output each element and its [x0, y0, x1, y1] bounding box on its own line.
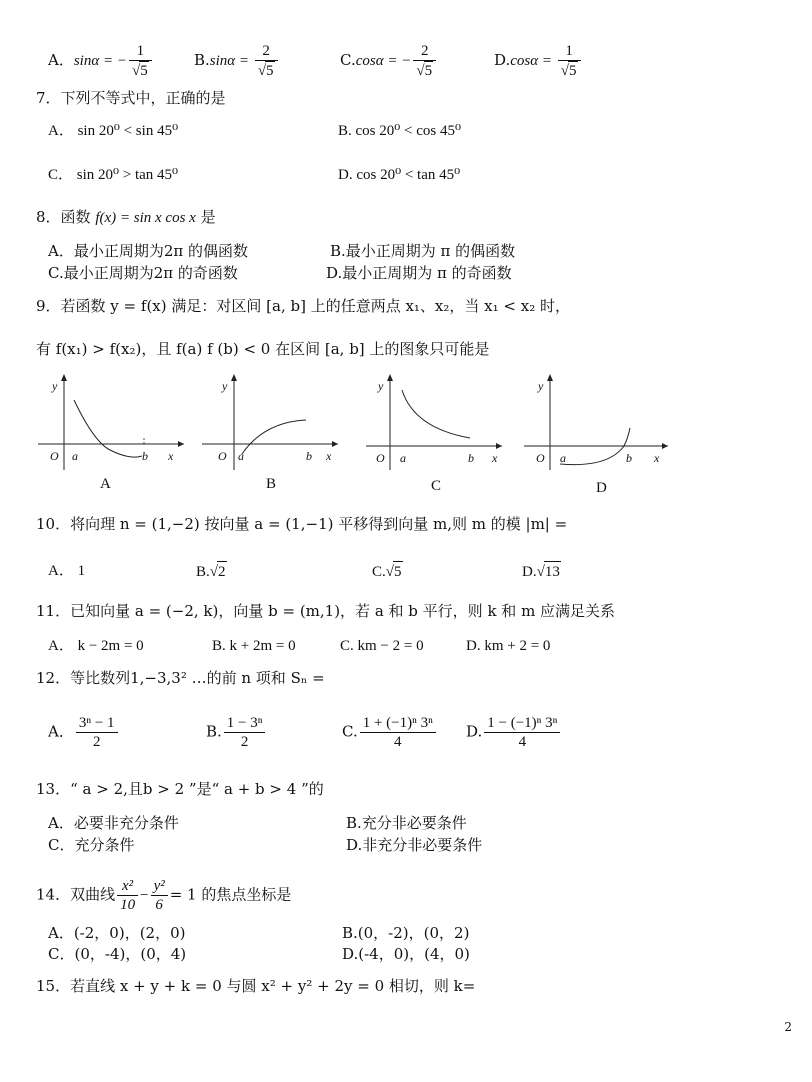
graph-a-caption: A	[100, 476, 111, 492]
page-number: 2	[784, 1020, 792, 1034]
graph-d-a: a	[560, 451, 566, 465]
q14-option-a: A．(-2，0)，(2，0)	[48, 924, 186, 942]
q13-option-c: C．充分条件	[48, 836, 135, 854]
graph-d	[524, 372, 674, 472]
graph-d-origin: O	[536, 451, 545, 465]
q8-option-d: D.最小正周期为 π 的奇函数	[326, 264, 512, 282]
graph-b-b: b	[306, 449, 312, 463]
graph-b-caption: B	[266, 476, 277, 492]
graph-b-x-label: x	[326, 449, 332, 463]
q8-option-a: A．最小正周期为2π 的偶函数	[48, 242, 249, 260]
q7-option-b: B. cos 20⁰ < cos 45⁰	[338, 123, 461, 139]
graph-c-b: b	[468, 451, 474, 465]
graph-a-origin: O	[50, 449, 59, 463]
graph-b-y-label: y	[222, 379, 228, 393]
graph-c-origin: O	[376, 451, 385, 465]
q12-stem: 12．等比数列1,−3,3² …的前 n 项和 Sₙ =	[36, 669, 325, 687]
graph-d-y-label: y	[538, 379, 544, 393]
q6-option-d: D.cosα = $\frac{1}{√5}$	[494, 42, 583, 80]
q7-option-a: A． sin 20⁰ < sin 45⁰	[48, 123, 179, 139]
q8-option-b: B.最小正周期为 π 的偶函数	[330, 242, 516, 260]
q11-stem: 11．已知向量 a = (−2, k)，向量 b = (m,1)，若 a 和 b 平行，则 k 和 m 应满足关系	[36, 602, 616, 620]
q11-option-b: B. k + 2m = 0	[212, 638, 296, 654]
q10-stem: 10．将向理 n = (1,−2) 按向量 a = (1,−1) 平移得到向量 m,则 m 的模 |m| =	[36, 515, 568, 533]
graph-c-caption: C	[431, 478, 442, 494]
graph-b	[202, 372, 342, 472]
q6-option-c: C.cosα = − $\frac{2}{√5}$	[340, 42, 438, 80]
q13-option-d: D.非充分非必要条件	[346, 836, 483, 854]
q10-option-b: B.√2	[196, 561, 227, 582]
q6-option-b: B.sinα = $\frac{2}{√5}$	[194, 42, 280, 80]
q13-option-a: A．必要非充分条件	[48, 814, 179, 832]
q11-option-d: D. km + 2 = 0	[466, 638, 551, 654]
q11-option-c: C. km − 2 = 0	[340, 638, 424, 654]
q9-stem-line1: 9．若函数 y = f(x) 满足：对区间 [a, b] 上的任意两点 x₁、x₂，当 x₁ < x₂ 时，	[36, 297, 570, 315]
graph-c	[366, 372, 506, 472]
q15-stem: 15．若直线 x + y + k = 0 与圆 x² + y² + 2y = 0 相切，则 k=	[36, 977, 476, 995]
q11-option-a: A． k − 2m = 0	[48, 638, 144, 654]
graph-a-y-label: y	[52, 379, 58, 393]
q10-option-d: D.√13	[522, 561, 561, 582]
graph-c-y-label: y	[378, 379, 384, 393]
q7-option-d: D. cos 20⁰ < tan 45⁰	[338, 167, 461, 183]
q13-option-b: B.充分非必要条件	[346, 814, 467, 832]
graph-a-x-label: x	[168, 449, 174, 463]
q12-option-b: B. $\frac{\text{1 − 3ⁿ}}{2}$	[206, 714, 267, 751]
q14-option-d: D.(-4，0)，(4，0)	[342, 945, 470, 963]
q7-stem: 7．下列不等式中，正确的是	[36, 89, 226, 107]
q10-option-a: A． 1	[48, 563, 86, 579]
graph-b-a: a	[238, 449, 244, 463]
q9-stem-line2: 有 f(x₁) > f(x₂)，且 f(a) f (b) < 0 在区间 [a, b] 上的图象只可能是	[36, 340, 490, 358]
q14-stem: 14．双曲线 $\frac{\text{x²}}{10}$ − $\frac{\text{y²}}{6}$ = 1 的焦点坐标是	[36, 878, 292, 913]
q14-option-b: B.(0，-2)，(0，2)	[342, 924, 470, 942]
q14-option-c: C．(0，-4)，(0，4)	[48, 945, 187, 963]
q7-option-c: C． sin 20⁰ > tan 45⁰	[48, 167, 179, 183]
graph-c-a: a	[400, 451, 406, 465]
graph-c-x-label: x	[492, 451, 498, 465]
q13-stem: 13．“ a > 2,且b > 2 ”是“ a + b > 4 ”的	[36, 780, 324, 798]
graph-b-origin: O	[218, 449, 227, 463]
q12-option-a: A． $\frac{\text{3ⁿ − 1}}{2}$	[48, 714, 120, 751]
q8-stem: 8．函数 f(x) = sin x cos x 是	[36, 208, 216, 226]
graph-a-b: b	[142, 449, 148, 463]
graph-d-x-label: x	[654, 451, 660, 465]
q8-option-c: C.最小正周期为2π 的奇函数	[48, 264, 238, 282]
q12-option-c: C. $\frac{\text{1 + (−1)ⁿ 3ⁿ}}{4}$	[342, 714, 438, 751]
graph-d-caption: D	[596, 480, 607, 496]
graph-d-b: b	[626, 451, 632, 465]
q6-option-a: A．sinα = − $\frac{1}{√5}$	[48, 42, 154, 80]
graph-a	[38, 372, 188, 472]
q10-option-c: C.√5	[372, 561, 403, 582]
graph-a-a: a	[72, 449, 78, 463]
q12-option-d: D. $\frac{\text{1 − (−1)ⁿ 3ⁿ}}{4}$	[466, 714, 562, 751]
